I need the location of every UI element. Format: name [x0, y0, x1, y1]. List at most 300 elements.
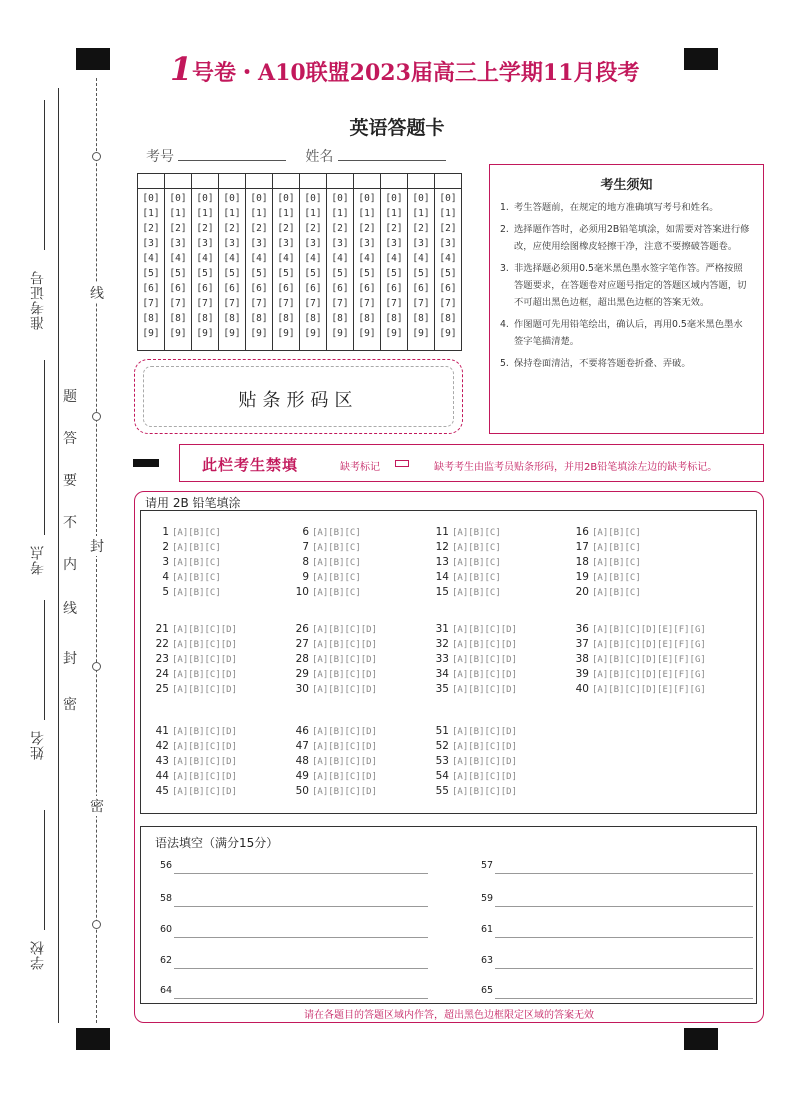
mc-question-row[interactable]: [425, 784, 517, 800]
mc-question-row[interactable]: [565, 540, 641, 556]
digit-bubble[interactable]: [2]: [169, 223, 187, 234]
answer-bubbles[interactable]: [A][B][C][D]: [452, 655, 518, 665]
digit-write-cell[interactable]: [354, 174, 380, 189]
fill-answer-line[interactable]: [481, 893, 753, 907]
digit-bubble[interactable]: [2]: [142, 223, 160, 234]
mc-question-row[interactable]: [425, 525, 501, 541]
digit-bubbles: [273, 189, 299, 341]
mc-question-row[interactable]: [425, 637, 517, 653]
question-number: 9: [302, 571, 309, 583]
margin-warning-char: 不: [63, 515, 77, 531]
fill-answer-line[interactable]: [481, 985, 753, 999]
answer-bubbles[interactable]: [A][B][C][D]: [172, 727, 238, 737]
question-number: 17: [575, 541, 589, 553]
answer-bubbles[interactable]: [A][B][C]: [452, 573, 501, 583]
digit-bubble[interactable]: [5]: [169, 268, 187, 279]
digit-bubble[interactable]: [3]: [439, 238, 457, 249]
digit-bubble[interactable]: [9]: [142, 328, 160, 339]
digit-bubble[interactable]: [1]: [358, 208, 376, 219]
digit-bubble[interactable]: [5]: [358, 268, 376, 279]
mc-question-row[interactable]: [565, 555, 641, 571]
digit-bubble[interactable]: [2]: [277, 223, 295, 234]
digit-bubble[interactable]: [3]: [196, 238, 214, 249]
digit-bubble[interactable]: [5]: [412, 268, 430, 279]
answer-bubbles[interactable]: [A][B][C][D]: [172, 742, 238, 752]
digit-bubble[interactable]: [9]: [385, 328, 403, 339]
digit-bubble[interactable]: [0]: [250, 193, 268, 204]
digit-bubble[interactable]: [7]: [142, 298, 160, 309]
digit-bubble[interactable]: [1]: [196, 208, 214, 219]
answer-bubbles[interactable]: [A][B][C]: [592, 543, 641, 553]
digit-bubble[interactable]: [2]: [439, 223, 457, 234]
digit-bubble[interactable]: [6]: [412, 283, 430, 294]
digit-write-cell[interactable]: [138, 174, 164, 189]
card-subtitle: 英语答题卡: [349, 117, 445, 139]
digit-write-cell[interactable]: [273, 174, 299, 189]
answer-bubbles[interactable]: [A][B][C][D]: [452, 640, 518, 650]
answer-bubbles[interactable]: [A][B][C]: [452, 558, 501, 568]
digit-bubble[interactable]: [8]: [142, 313, 160, 324]
digit-bubble[interactable]: [9]: [196, 328, 214, 339]
digit-bubble[interactable]: [4]: [439, 253, 457, 264]
digit-bubble[interactable]: [4]: [250, 253, 268, 264]
mc-question-row[interactable]: [145, 739, 237, 755]
digit-column: [354, 174, 381, 350]
mc-question-row[interactable]: [285, 525, 361, 541]
answer-bubbles[interactable]: [A][B][C][D]: [312, 727, 378, 737]
answer-bubbles[interactable]: [A][B][C]: [172, 558, 221, 568]
answer-bubbles[interactable]: [A][B][C][D]: [172, 670, 238, 680]
digit-bubble[interactable]: [8]: [169, 313, 187, 324]
digit-bubble[interactable]: [1]: [331, 208, 349, 219]
fill-answer-line[interactable]: [481, 924, 753, 938]
margin-warning-char: 线: [63, 601, 77, 617]
digit-bubble[interactable]: [7]: [358, 298, 376, 309]
answer-bubbles[interactable]: [A][B][C][D]: [312, 640, 378, 650]
question-number: 20: [575, 586, 589, 598]
mc-question-row[interactable]: [285, 739, 377, 755]
exam-site-label: 考点: [30, 545, 46, 575]
mc-question-row[interactable]: [285, 570, 361, 586]
digit-write-cell[interactable]: [192, 174, 218, 189]
digit-bubble[interactable]: [0]: [142, 193, 160, 204]
answer-bubbles[interactable]: [A][B][C]: [592, 588, 641, 598]
fill-answer-line[interactable]: [160, 985, 428, 999]
question-number: 49: [295, 770, 309, 782]
mc-question-row[interactable]: [145, 622, 237, 638]
question-number: 19: [575, 571, 589, 583]
digit-bubble[interactable]: [8]: [304, 313, 322, 324]
id-fields: [146, 146, 446, 166]
digit-bubble[interactable]: [6]: [196, 283, 214, 294]
mc-question-row[interactable]: [145, 754, 237, 770]
digit-bubble[interactable]: [7]: [250, 298, 268, 309]
digit-bubble[interactable]: [3]: [223, 238, 241, 249]
mc-question-row[interactable]: [285, 585, 361, 601]
digit-bubble[interactable]: [8]: [223, 313, 241, 324]
digit-bubble[interactable]: [8]: [250, 313, 268, 324]
question-number: 37: [575, 638, 589, 650]
digit-bubble[interactable]: [9]: [304, 328, 322, 339]
question-number: 18: [575, 556, 589, 568]
digit-bubble[interactable]: [0]: [331, 193, 349, 204]
digit-bubble[interactable]: [0]: [169, 193, 187, 204]
digit-bubble[interactable]: [4]: [412, 253, 430, 264]
digit-write-cell[interactable]: [246, 174, 272, 189]
mc-question-row[interactable]: [145, 769, 237, 785]
digit-bubble[interactable]: [8]: [439, 313, 457, 324]
digit-bubble[interactable]: [0]: [358, 193, 376, 204]
mc-question-row[interactable]: [425, 652, 517, 668]
digit-bubble[interactable]: [7]: [277, 298, 295, 309]
digit-bubble[interactable]: [8]: [412, 313, 430, 324]
mc-question-row[interactable]: [145, 555, 221, 571]
mc-question-row[interactable]: [425, 724, 517, 740]
mc-question-row[interactable]: [425, 754, 517, 770]
digit-bubble[interactable]: [2]: [358, 223, 376, 234]
digit-bubble[interactable]: [0]: [439, 193, 457, 204]
mc-question-row[interactable]: [565, 637, 706, 653]
fill-answer-line[interactable]: [481, 860, 753, 874]
mc-question-row[interactable]: [145, 585, 221, 601]
digit-bubble[interactable]: [6]: [223, 283, 241, 294]
mc-question-row[interactable]: [565, 652, 706, 668]
mc-question-row[interactable]: [285, 622, 377, 638]
digit-bubble[interactable]: [4]: [142, 253, 160, 264]
digit-write-cell[interactable]: [219, 174, 245, 189]
fill-answer-line[interactable]: [160, 924, 428, 938]
answer-bubbles[interactable]: [A][B][C]: [312, 588, 361, 598]
digit-bubbles: [381, 189, 407, 341]
answer-bubbles[interactable]: [A][B][C][D]: [172, 655, 238, 665]
digit-bubble[interactable]: [4]: [385, 253, 403, 264]
digit-bubble[interactable]: [7]: [196, 298, 214, 309]
question-number: 12: [435, 541, 449, 553]
answer-bubbles[interactable]: [A][B][C]: [172, 573, 221, 583]
digit-bubble[interactable]: [1]: [277, 208, 295, 219]
answer-bubbles[interactable]: [A][B][C][D][E][F][G]: [592, 640, 706, 650]
name-field[interactable]: [338, 147, 446, 161]
answer-bubbles[interactable]: [A][B][C][D]: [452, 772, 518, 782]
mc-question-row[interactable]: [145, 525, 221, 541]
digit-bubble[interactable]: [1]: [250, 208, 268, 219]
margin-warning-char: 内: [63, 557, 77, 573]
digit-bubble[interactable]: [7]: [331, 298, 349, 309]
mc-question-row[interactable]: [425, 585, 501, 601]
mc-question-row[interactable]: [565, 682, 706, 698]
mc-question-row[interactable]: [565, 525, 641, 541]
digit-bubble[interactable]: [6]: [169, 283, 187, 294]
digit-write-cell[interactable]: [408, 174, 434, 189]
digit-bubble[interactable]: [9]: [358, 328, 376, 339]
digit-bubble[interactable]: [1]: [142, 208, 160, 219]
name-underline: [44, 600, 45, 720]
answer-bubbles[interactable]: [A][B][C][D]: [312, 670, 378, 680]
mc-question-row[interactable]: [145, 724, 237, 740]
mc-question-row[interactable]: [145, 570, 221, 586]
answer-bubbles[interactable]: [A][B][C]: [452, 528, 501, 538]
digit-bubble[interactable]: [3]: [304, 238, 322, 249]
mc-question-row[interactable]: [285, 724, 377, 740]
mc-question-row[interactable]: [285, 637, 377, 653]
digit-bubble[interactable]: [0]: [196, 193, 214, 204]
fill-underline: [495, 937, 753, 938]
exam-number-field[interactable]: [178, 147, 286, 161]
answer-bubbles[interactable]: [A][B][C]: [172, 588, 221, 598]
digit-write-cell[interactable]: [300, 174, 326, 189]
answer-bubbles[interactable]: [A][B][C][D]: [172, 685, 238, 695]
answer-bubbles[interactable]: [A][B][C]: [312, 543, 361, 553]
digit-bubble[interactable]: [6]: [385, 283, 403, 294]
mc-question-row[interactable]: [285, 754, 377, 770]
fill-answer-line[interactable]: [481, 955, 753, 969]
question-number: 7: [302, 541, 309, 553]
digit-bubble[interactable]: [8]: [358, 313, 376, 324]
digit-bubble[interactable]: [4]: [304, 253, 322, 264]
digit-bubble[interactable]: [1]: [304, 208, 322, 219]
mc-question-row[interactable]: [145, 667, 237, 683]
digit-bubble[interactable]: [1]: [169, 208, 187, 219]
answer-bubbles[interactable]: [A][B][C][D][E][F][G]: [592, 655, 706, 665]
fill-answer-line[interactable]: [160, 860, 428, 874]
answer-bubbles[interactable]: [A][B][C][D][E][F][G]: [592, 685, 706, 695]
digit-bubble[interactable]: [6]: [439, 283, 457, 294]
digit-bubble[interactable]: [5]: [142, 268, 160, 279]
digit-bubble[interactable]: [1]: [223, 208, 241, 219]
digit-bubble[interactable]: [4]: [223, 253, 241, 264]
digit-bubble[interactable]: [0]: [385, 193, 403, 204]
digit-bubble[interactable]: [4]: [196, 253, 214, 264]
digit-bubble[interactable]: [8]: [331, 313, 349, 324]
answer-bubbles[interactable]: [A][B][C][D]: [452, 742, 518, 752]
digit-bubble[interactable]: [9]: [412, 328, 430, 339]
answer-bubbles[interactable]: [A][B][C][D]: [452, 625, 518, 635]
digit-bubble[interactable]: [4]: [277, 253, 295, 264]
fill-question-number: 57: [481, 860, 494, 871]
question-number: 13: [435, 556, 449, 568]
question-number: 15: [435, 586, 449, 598]
instruction-item: 2. 选择题作答时，必须用2B铅笔填涂，如需要对答案进行修改，应使用绘图橡皮轻擦干净，注意不要擦破答题卷。: [500, 224, 750, 252]
fill-underline: [174, 873, 428, 874]
mc-question-row[interactable]: [565, 622, 706, 638]
digit-bubbles: [138, 189, 164, 341]
digit-bubble[interactable]: [3]: [277, 238, 295, 249]
digit-write-cell[interactable]: [381, 174, 407, 189]
digit-bubbles: [354, 189, 380, 341]
digit-bubbles: [246, 189, 272, 341]
question-number: 45: [155, 785, 169, 797]
mc-question-row[interactable]: [285, 540, 361, 556]
digit-bubble[interactable]: [6]: [358, 283, 376, 294]
digit-bubble[interactable]: [2]: [412, 223, 430, 234]
digit-column: [408, 174, 435, 350]
digit-bubble[interactable]: [2]: [250, 223, 268, 234]
question-number: 16: [575, 526, 589, 538]
digit-bubble[interactable]: [1]: [439, 208, 457, 219]
digit-bubbles: [165, 189, 191, 341]
answer-bubbles[interactable]: [A][B][C]: [592, 528, 641, 538]
digit-write-cell[interactable]: [435, 174, 461, 189]
digit-bubble[interactable]: [9]: [277, 328, 295, 339]
digit-bubble[interactable]: [9]: [223, 328, 241, 339]
digit-bubble[interactable]: [5]: [439, 268, 457, 279]
answer-bubbles[interactable]: [A][B][C]: [452, 588, 501, 598]
digit-bubble[interactable]: [5]: [277, 268, 295, 279]
digit-bubble[interactable]: [5]: [331, 268, 349, 279]
answer-bubbles[interactable]: [A][B][C]: [592, 573, 641, 583]
digit-bubble[interactable]: [0]: [223, 193, 241, 204]
digit-bubble[interactable]: [3]: [142, 238, 160, 249]
digit-bubble[interactable]: [5]: [250, 268, 268, 279]
digit-bubble[interactable]: [3]: [250, 238, 268, 249]
digit-bubble[interactable]: [0]: [412, 193, 430, 204]
mc-question-row[interactable]: [425, 570, 501, 586]
digit-bubble[interactable]: [6]: [331, 283, 349, 294]
digit-bubble[interactable]: [3]: [169, 238, 187, 249]
digit-bubbles: [408, 189, 434, 341]
digit-bubble[interactable]: [3]: [412, 238, 430, 249]
digit-bubble[interactable]: [4]: [169, 253, 187, 264]
digit-bubble[interactable]: [7]: [223, 298, 241, 309]
answer-bubbles[interactable]: [A][B][C]: [312, 528, 361, 538]
digit-bubble[interactable]: [2]: [196, 223, 214, 234]
digit-bubble[interactable]: [7]: [385, 298, 403, 309]
answer-bubbles[interactable]: [A][B][C][D]: [312, 742, 378, 752]
mc-question-row[interactable]: [285, 769, 377, 785]
digit-bubble[interactable]: [4]: [358, 253, 376, 264]
registration-mark: [684, 1028, 718, 1050]
digit-bubble[interactable]: [4]: [331, 253, 349, 264]
digit-bubble[interactable]: [0]: [277, 193, 295, 204]
question-number: 43: [155, 755, 169, 767]
answer-bubbles[interactable]: [A][B][C][D]: [312, 787, 378, 797]
question-number: 32: [435, 638, 449, 650]
mc-question-row[interactable]: [285, 682, 377, 698]
answer-bubbles[interactable]: [A][B][C][D]: [172, 640, 238, 650]
question-number: 14: [435, 571, 449, 583]
answer-bubbles[interactable]: [A][B][C]: [312, 573, 361, 583]
mc-question-row[interactable]: [565, 570, 641, 586]
digit-bubble[interactable]: [9]: [439, 328, 457, 339]
mc-question-row[interactable]: [425, 555, 501, 571]
answer-bubbles[interactable]: [A][B][C][D]: [172, 757, 238, 767]
digit-bubble[interactable]: [9]: [331, 328, 349, 339]
digit-bubble[interactable]: [9]: [169, 328, 187, 339]
digit-bubble[interactable]: [5]: [223, 268, 241, 279]
mc-question-row[interactable]: [425, 739, 517, 755]
digit-bubble[interactable]: [1]: [412, 208, 430, 219]
digit-bubble[interactable]: [3]: [331, 238, 349, 249]
digit-bubble[interactable]: [1]: [385, 208, 403, 219]
fill-question-number: 56: [160, 860, 173, 871]
digit-bubble[interactable]: [0]: [304, 193, 322, 204]
digit-bubble[interactable]: [6]: [142, 283, 160, 294]
answer-bubbles[interactable]: [A][B][C][D]: [452, 757, 518, 767]
digit-bubble[interactable]: [8]: [196, 313, 214, 324]
digit-bubble[interactable]: [7]: [439, 298, 457, 309]
mc-question-row[interactable]: [285, 555, 361, 571]
digit-bubble[interactable]: [6]: [277, 283, 295, 294]
digit-bubble[interactable]: [2]: [331, 223, 349, 234]
answer-bubbles[interactable]: [A][B][C][D]: [452, 685, 518, 695]
answer-bubbles[interactable]: [A][B][C][D][E][F][G]: [592, 625, 706, 635]
answer-bubbles[interactable]: [A][B][C]: [452, 543, 501, 553]
digit-bubble[interactable]: [3]: [358, 238, 376, 249]
answer-bubbles[interactable]: [A][B][C][D]: [172, 625, 238, 635]
question-number: 11: [435, 526, 449, 538]
digit-column: [327, 174, 354, 350]
digit-write-cell[interactable]: [165, 174, 191, 189]
mc-question-row[interactable]: [145, 784, 237, 800]
instructions-title: 考生须知: [600, 178, 653, 193]
mc-question-row[interactable]: [145, 652, 237, 668]
digit-bubble[interactable]: [6]: [304, 283, 322, 294]
fill-question-number: 58: [160, 893, 173, 904]
mc-question-row[interactable]: [425, 769, 517, 785]
fill-answer-line[interactable]: [160, 893, 428, 907]
answer-bubbles[interactable]: [A][B][C][D]: [172, 787, 238, 797]
site-underline: [44, 360, 45, 535]
question-number: 41: [155, 725, 169, 737]
digit-bubble[interactable]: [2]: [385, 223, 403, 234]
answer-bubbles[interactable]: [A][B][C]: [172, 543, 221, 553]
answer-bubbles[interactable]: [A][B][C][D]: [312, 655, 378, 665]
answer-bubbles[interactable]: [A][B][C][D]: [312, 625, 378, 635]
mc-question-row[interactable]: [285, 667, 377, 683]
question-number: 46: [295, 725, 309, 737]
mc-question-row[interactable]: [425, 622, 517, 638]
answer-bubbles[interactable]: [A][B][C][D]: [312, 757, 378, 767]
answer-bubbles[interactable]: [A][B][C]: [312, 558, 361, 568]
answer-bubbles[interactable]: [A][B][C][D]: [312, 685, 378, 695]
digit-bubble[interactable]: [3]: [385, 238, 403, 249]
mc-question-row[interactable]: [145, 682, 237, 698]
digit-bubble[interactable]: [5]: [196, 268, 214, 279]
digit-bubble[interactable]: [5]: [304, 268, 322, 279]
digit-write-cell[interactable]: [327, 174, 353, 189]
mc-question-row[interactable]: [425, 682, 517, 698]
mc-question-row[interactable]: [565, 667, 706, 683]
digit-bubble[interactable]: [7]: [169, 298, 187, 309]
mc-question-row[interactable]: [145, 637, 237, 653]
digit-bubble[interactable]: [2]: [223, 223, 241, 234]
mc-question-row[interactable]: [425, 540, 501, 556]
mc-question-row[interactable]: [285, 652, 377, 668]
digit-bubble[interactable]: [9]: [250, 328, 268, 339]
digit-bubble[interactable]: [8]: [385, 313, 403, 324]
answer-bubbles[interactable]: [A][B][C][D]: [452, 787, 518, 797]
absent-checkbox[interactable]: [395, 460, 409, 467]
digit-bubble[interactable]: [2]: [304, 223, 322, 234]
mc-question-row[interactable]: [565, 585, 641, 601]
digit-bubble[interactable]: [7]: [304, 298, 322, 309]
answer-bubbles[interactable]: [A][B][C]: [592, 558, 641, 568]
answer-bubbles[interactable]: [A][B][C][D]: [312, 772, 378, 782]
answer-bubbles[interactable]: [A][B][C][D]: [452, 670, 518, 680]
mc-question-row[interactable]: [425, 667, 517, 683]
answer-bubbles[interactable]: [A][B][C][D]: [452, 727, 518, 737]
digit-bubble[interactable]: [7]: [412, 298, 430, 309]
answer-bubbles[interactable]: [A][B][C][D]: [172, 772, 238, 782]
digit-bubble[interactable]: [8]: [277, 313, 295, 324]
digit-bubble[interactable]: [5]: [385, 268, 403, 279]
digit-bubble[interactable]: [6]: [250, 283, 268, 294]
mc-question-row[interactable]: [285, 784, 377, 800]
answer-bubbles[interactable]: [A][B][C][D][E][F][G]: [592, 670, 706, 680]
fill-answer-line[interactable]: [160, 955, 428, 969]
mc-question-row[interactable]: [145, 540, 221, 556]
answer-bubbles[interactable]: [A][B][C]: [172, 528, 221, 538]
